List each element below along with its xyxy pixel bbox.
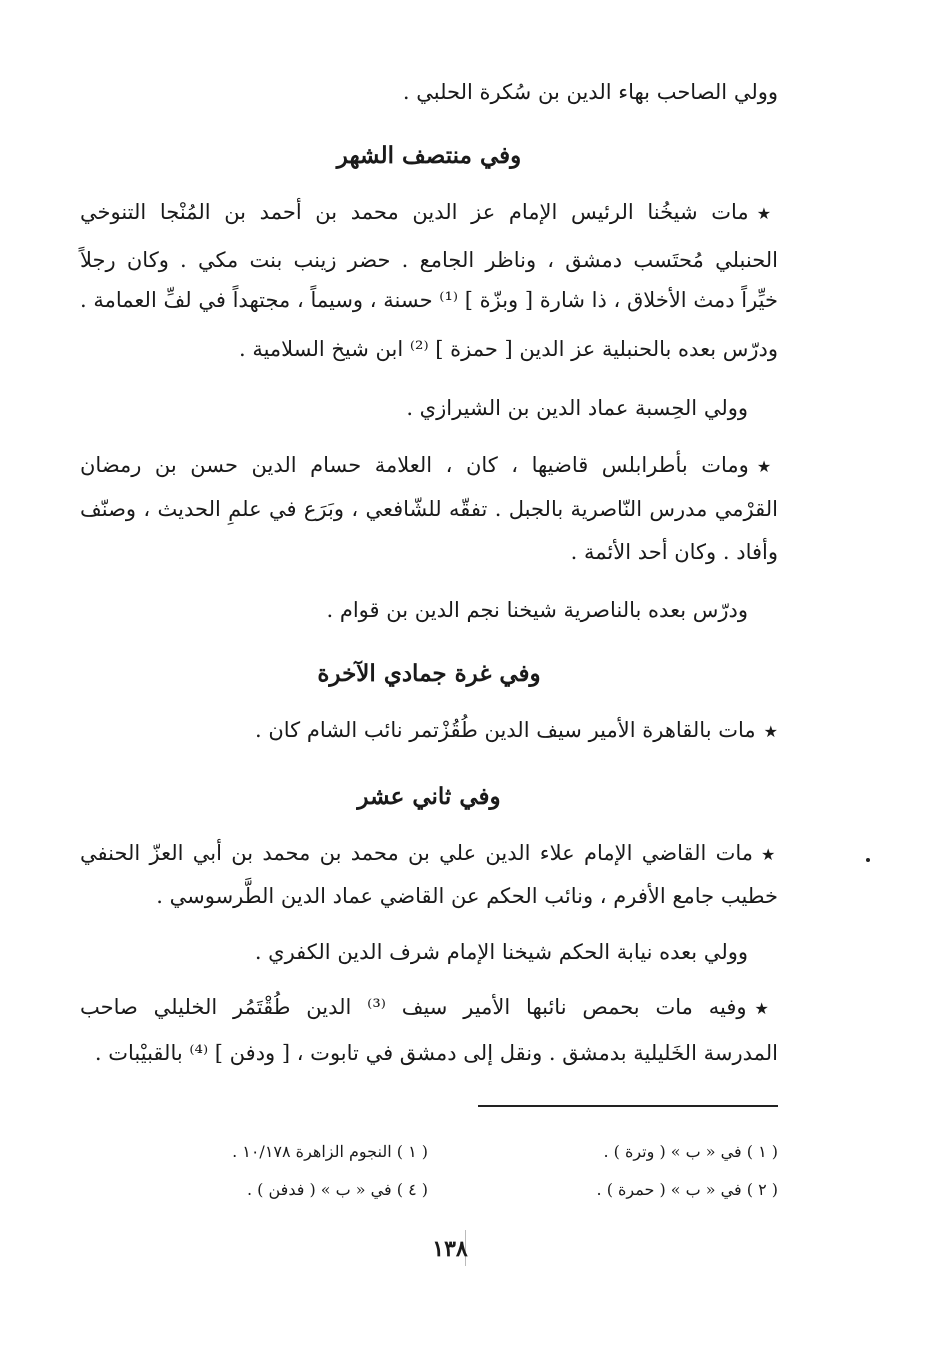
section-heading: وفي غرة جمادي الآخرة — [317, 660, 541, 687]
paragraph-line — [80, 453, 778, 477]
paragraph-line: المدرسة الخَليلية بدمشق . ونقل إلى دمشق في تابوت ، [ ودفن ] ⁽⁴⁾ بالقبيْبات . — [94, 1041, 778, 1065]
paragraph-text: مات بالقاهرة الأمير سيف الدين طُقُزْتمر نائب الشام كان . — [255, 718, 756, 742]
section-heading: وفي ثاني عشر — [357, 783, 501, 810]
section-heading: وفي منتصف الشهر — [336, 142, 522, 169]
paragraph-line: ودرّس بعده بالحنبلية عز الدين [ حمزة ] ⁽²⁾ ابن شيخ السلامية . — [238, 337, 778, 361]
paragraph-text: مات القاضي الإمام علاء الدين علي بن محمد بن محمد بن أبي العزّ الحنفي — [80, 841, 754, 865]
paragraph-line: وولي الصاحب بهاء الدين بن سُكرة الحلبي . — [402, 80, 778, 104]
paragraph-line: وولي الحِسبة عماد الدين بن الشيرازي . — [406, 396, 748, 420]
paragraph-text: وفيه مات بحمص نائبها الأمير سيف ⁽³⁾ الدين طُقْتَمُر الخليلي صاحب — [80, 995, 747, 1019]
star-icon: ★ — [754, 999, 778, 1018]
paragraph-line — [80, 200, 778, 224]
paragraph-line: خيِّراً دمث الأخلاق ، ذا شارة [ وبزّة ] ⁽¹⁾ حسنة ، وسيماً ، مجتهداً في لفِّ العمامة . — [80, 288, 778, 312]
paragraph-line: خطيب جامع الأفرم ، ونائب الحكم عن القاضي عماد الدين الطَّرسوسي . — [156, 884, 778, 908]
star-icon: ★ — [761, 845, 778, 864]
paragraph-line — [80, 718, 778, 742]
ink-dot — [866, 858, 870, 862]
star-icon: ★ — [756, 204, 778, 223]
footnote-separator — [478, 1105, 778, 1107]
paragraph-line: ودرّس بعده بالناصرية شيخنا نجم الدين بن قوام . — [326, 598, 748, 622]
paragraph-line: الحنبلي مُحتَسب دمشق ، وناظر الجامع . حضر زينب بنت مكي . وكان رجلاً — [80, 248, 778, 272]
page-number: ١٣٨ — [432, 1236, 468, 1262]
footnote-2: ( ٢ ) في « ب » ( حمرة ) . — [596, 1180, 778, 1199]
paragraph-text: مات شيخُنا الرئيس الإمام عز الدين محمد بن أحمد بن المُنْجا التنوخي — [80, 200, 749, 224]
footnote-1: ( ١ ) في « ب » ( وترة ) . — [603, 1142, 778, 1161]
paragraph-line: القرْمي مدرس النّاصرية بالجبل . تفقّه للشّافعي ، وبَرَع في علمِ الحديث ، وصنّف — [80, 497, 778, 521]
paragraph-line — [80, 995, 778, 1019]
paragraph-line — [80, 841, 778, 865]
footnote-3: ( ١ ) النجوم الزاهرة ١٠/١٧٨ . — [232, 1142, 428, 1161]
paragraph-line: وأفاد . وكان أحد الأئمة . — [570, 540, 778, 564]
footnote-4: ( ٤ ) في « ب » ( فدفن ) . — [246, 1180, 428, 1199]
star-icon: ★ — [756, 457, 778, 476]
paragraph-text: ومات بأطرابلس قاضيها ، كان ، العلامة حسام الدين حسن بن رمضان — [80, 453, 749, 477]
star-icon: ★ — [763, 722, 778, 741]
paragraph-line: وولي بعده نيابة الحكم شيخنا الإمام شرف الدين الكفري . — [254, 940, 748, 964]
